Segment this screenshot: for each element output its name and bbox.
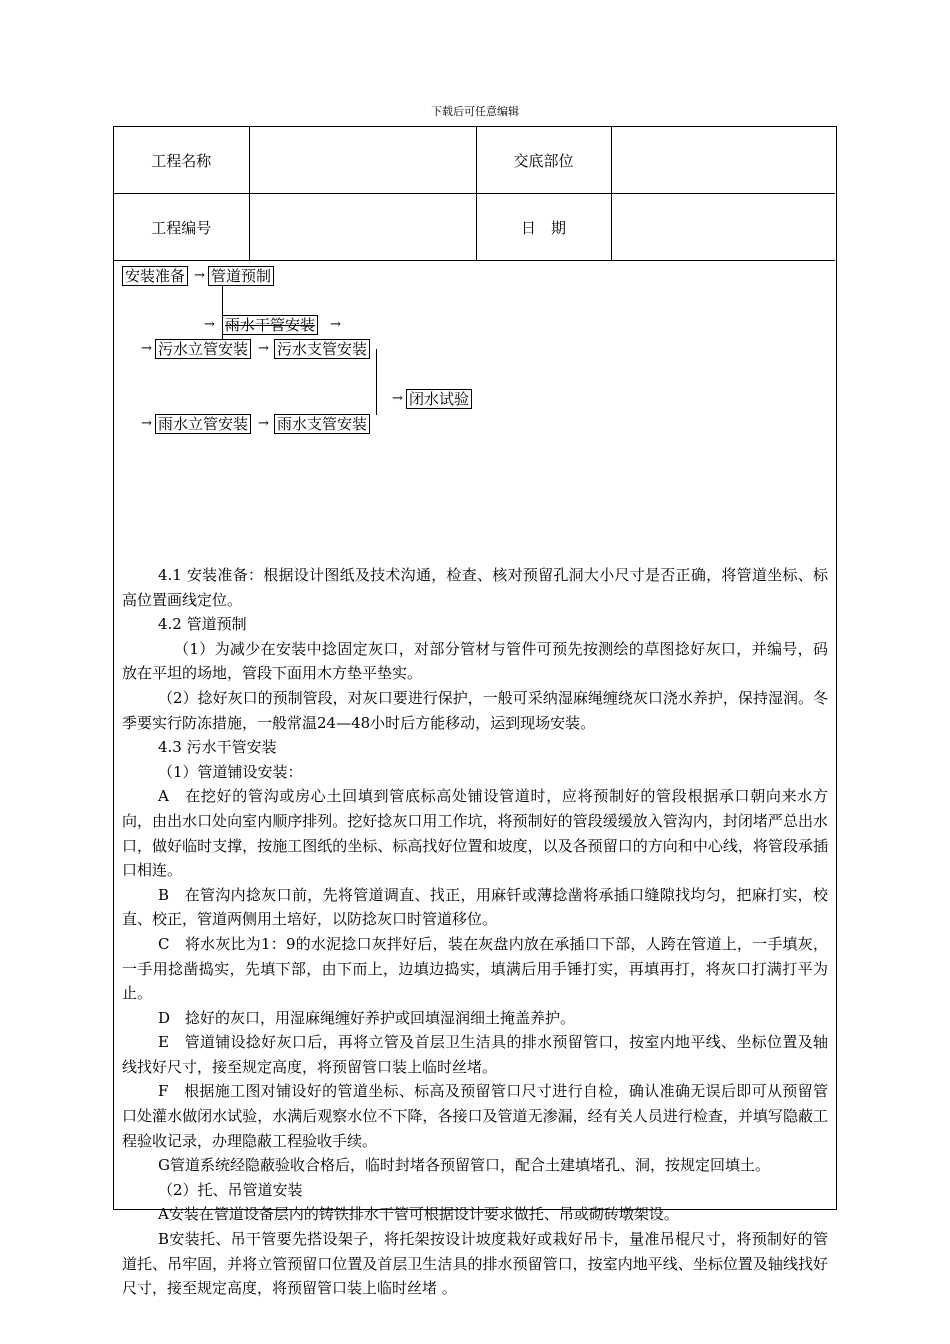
section-4-2-heading: 4.2 管道预制 [158, 615, 247, 634]
disclosure-part-label: 交底部位 [476, 127, 611, 194]
table-row [114, 194, 835, 261]
flow-rain-branch: 雨水支管安装 [274, 414, 370, 434]
project-name-label: 工程名称 [114, 127, 249, 194]
project-info-table [114, 127, 835, 261]
arrow-icon: → [204, 317, 215, 332]
paragraph: D 捻好的灰口，用湿麻绳缠好养护或回填湿润细土掩盖养护。 [158, 1008, 576, 1027]
paragraph: B安装托、吊干管要先搭设架子，将托架按设计坡度栽好或栽好吊卡，量准吊棍尺寸，将预制好的管道托、吊牢固，并将立管预留口位置及首层卫生洁具的排水预留管口，按室内地平线、坐标位置及轴线找好尺寸，接至规定高度，将预留管口装上临时丝堵 。 [122, 1230, 828, 1298]
paragraph: B 在管沟内捻灰口前，先将管道调直、找正，用麻钎或薄捻凿将承插口缝隙找均匀，把麻打实，校直、校正，管道两侧用土培好，以防捻灰口时管道移位。 [122, 885, 828, 929]
flow-install-prep: 安装准备 [122, 266, 188, 286]
disclosure-part-value[interactable] [611, 127, 835, 194]
flow-pipe-prefab: 管道预制 [208, 266, 274, 286]
project-number-label: 工程编号 [114, 194, 249, 261]
paragraph: （2）捻好灰口的预制管段，对灰口要进行保护，一般可采纳湿麻绳缠绕灰口浇水养护，保持湿润。冬季要实行防冻措施，一般常温24—48小时后方能移动，运到现场安装。 [122, 688, 828, 732]
flow-water-test: 闭水试验 [406, 389, 472, 409]
arrow-icon: → [141, 416, 152, 431]
header-note: 下载后可任意编辑 [431, 105, 519, 118]
arrow-icon: → [258, 416, 269, 431]
arrow-icon: → [330, 317, 341, 332]
paragraph: E 管道铺设捻好灰口后，再将立管及首层卫生洁具的排水预留管口，按室内地平线、坐标位置及轴线找好尺寸，接至规定高度，将预留管口装上临时丝堵。 [122, 1033, 828, 1076]
flow-sewage-branch: 污水支管安装 [274, 339, 370, 359]
paragraph: A 在挖好的管沟或房心土回填到管底标高处铺设管道时，应将预制好的管段根据承口朝向来水方向，由出水口处向室内顺序排列。挖好捻灰口用工作坑，将预制好的管段缓缓放入管沟内，封闭堵严总出水口，做好临时支撑，按施工图纸的坐标、标高找好位置和坡度，以及各预留口的方向和中心线，将管段承插口相连。 [122, 787, 828, 880]
date-label: 日 期 [476, 194, 611, 261]
project-name-value[interactable] [249, 127, 476, 194]
paragraph: （2）托、吊管道安装 [158, 1180, 303, 1199]
flow-sewage-riser: 污水立管安装 [155, 339, 251, 359]
date-value[interactable] [611, 194, 835, 261]
disclosure-body-text [122, 563, 828, 1301]
connector-line [376, 349, 377, 415]
arrow-icon: → [392, 391, 403, 406]
paragraph: （1）管道铺设安装： [158, 762, 303, 781]
project-number-value[interactable] [249, 194, 476, 261]
paragraph: （1）为减少在安装中捻固定灰口，对部分管材与管件可预先按测绘的草图捻好灰口，并编号，码放在平坦的场地，管段下面用木方垫平垫实。 [122, 639, 828, 683]
section-4-3-heading: 4.3 污水干管安装 [158, 738, 277, 757]
arrow-icon: → [194, 268, 205, 283]
paragraph: F 根据施工图对铺设好的管道坐标、标高及预留管口尺寸进行自检，确认准确无误后即可从预留管口处灌水做闭水试验，水满后观察水位不下降，各接口及管道无渗漏，经有关人员进行检查，并填写隐蔽工程验收记录，办理隐蔽工程验收手续。 [122, 1082, 828, 1150]
paragraph: C 将水灰比为1：9的水泥捻口灰拌好后，装在灰盘内放在承插口下部，人跨在管道上，一手填灰，一手用捻凿捣实，先填下部，由下而上，边填边捣实，填满后用手锤打实，再填再打，将灰口打满打平为止。 [122, 934, 828, 1003]
paragraph: A安装在管道设备层内的铸铁排水干管可根据设计要求做托、吊或砌砖墩架设。 [158, 1205, 679, 1224]
flow-rain-riser: 雨水立管安装 [155, 414, 251, 434]
arrow-icon: → [141, 341, 152, 356]
section-4-1-paragraph: 4.1 安装准备：根据设计图纸及技术沟通，检查、核对预留孔洞大小尺寸是否正确，将管道坐标、标高位置画线定位。 [122, 566, 828, 609]
flow-rain-main: 雨水干管安装 [222, 315, 318, 335]
table-row [114, 127, 835, 194]
arrow-icon: → [258, 341, 269, 356]
paragraph: G管道系统经隐蔽验收合格后，临时封堵各预留管口，配合土建填堵孔、洞，按规定回填土。 [158, 1156, 770, 1175]
disclosure-form [113, 126, 837, 1298]
